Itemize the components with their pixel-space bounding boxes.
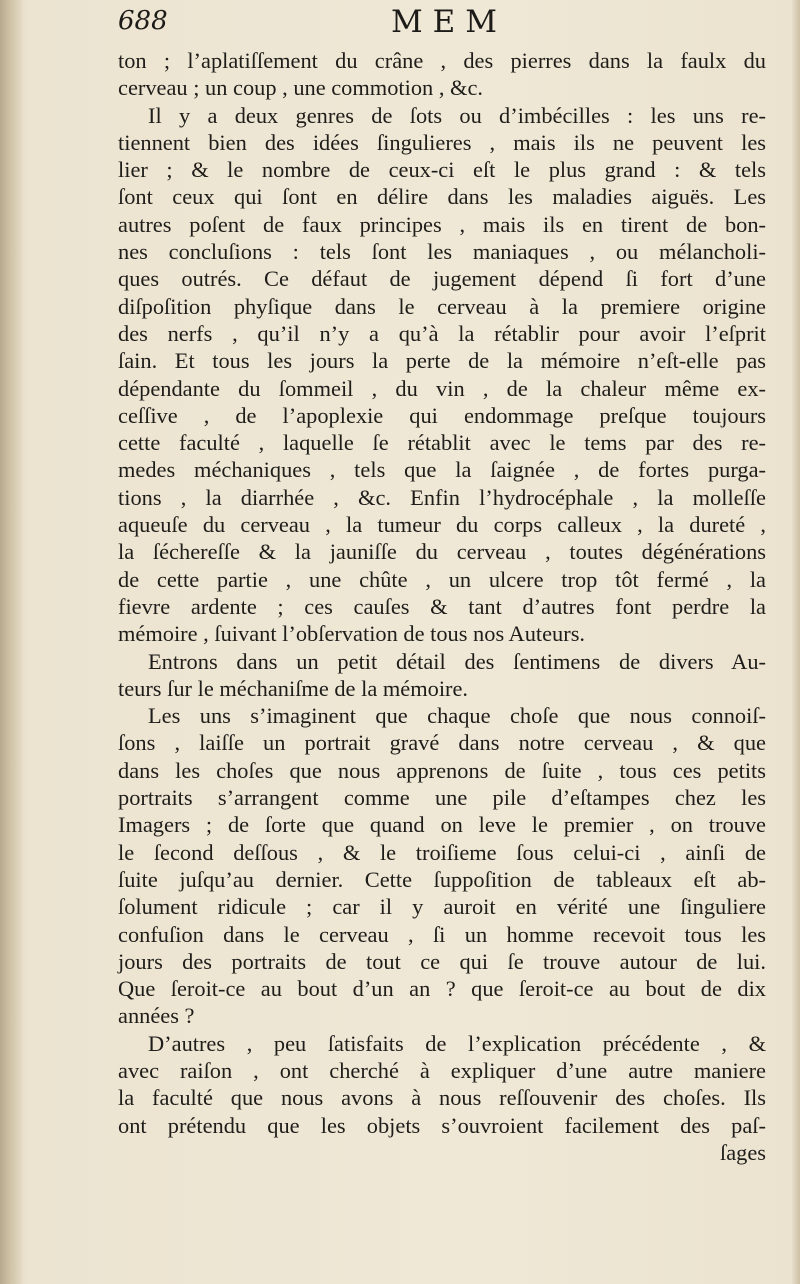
text-line: medes méchaniques , tels que la ſaignée , de fortes purga- [118,457,766,483]
text-line: Que ſeroit-ce au bout d’un an ? que ſeroit-ce au bout de dix [118,976,766,1002]
text-line: avec raiſon , ont cherché à expliquer d’une autre maniere [118,1057,766,1083]
text-line: fievre ardente ; ces cauſes & tant d’autres font perdre la [118,593,766,619]
text-line: Entrons dans un petit détail des ſentimens de divers Au- [148,648,766,674]
text-line: ſont ceux qui ſont en délire dans les maladies aiguës. Les [118,184,766,210]
text-line: de cette partie , une chûte , un ulcere trop tôt fermé , la [118,566,766,592]
text-line: années ? [118,1003,195,1029]
binding-edge [0,0,22,1284]
running-head [118,4,780,40]
page-edge [792,0,800,1284]
text-line: autres poſent de faux principes , mais ils en tirent de bon- [118,211,766,237]
text-line: Il y a deux genres de ſots ou d’imbécilles : les uns re- [148,102,766,128]
text-line: Imagers ; de ſorte que quand on leve le premier , on trouve [118,812,766,838]
text-line: mémoire , ſuivant l’obſervation de tous nos Auteurs. [118,621,586,647]
text-line: portraits s’arrangent comme une pile d’eſtampes chez les [118,785,766,811]
text-line: ton ; l’aplatiſſement du crâne , des pierres dans la faulx du [118,48,766,73]
text-line: ſolument ridicule ; car il y auroit en vérité une ſinguliere [118,894,766,920]
text-line: ont prétendu que les objets s’ouvroient facilement des paſ- [118,1112,766,1138]
text-line: aqueuſe du cerveau , la tumeur du corps calleux , la dureté , [118,512,766,538]
page-number: 688 [118,6,168,36]
text-line: cette faculté , laquelle ſe rétablit avec le tems par des re- [118,430,766,456]
text-line: confuſion dans le cerveau , ſi un homme recevoit tous les [118,921,766,947]
text-line: ſuite juſqu’au dernier. Cette ſuppoſition de tableaux eſt ab- [118,866,766,892]
text-line: Les uns s’imaginent que chaque choſe que nous connoiſ- [148,703,766,729]
text-line: tions , la diarrhée , &c. Enfin l’hydrocéphale , la molleſſe [118,484,766,510]
text-line: ceſſive , de l’apoplexie qui endommage preſque toujours [118,402,766,428]
text-line: tiennent bien des idées ſingulieres , mais ils ne peuvent les [118,129,766,155]
running-title: MEM [390,4,508,40]
text-line: la ſéchereſſe & la jauniſſe du cerveau , toutes dégénérations [118,539,766,565]
text-line: dans les choſes que nous apprenons de ſuite , tous ces petits [118,757,766,783]
text-line: ques outrés. Ce défaut de jugement dépend ſi fort d’une [118,266,766,292]
catchword: ſages [719,1139,766,1165]
text-line: dépendante du ſommeil , du vin , de la chaleur même ex- [118,375,766,401]
text-line: nes concluſions : tels ſont les maniaques , ou mélancholi- [118,239,766,265]
text-line: ſons , laiſſe un portrait gravé dans notre cerveau , & que [118,730,766,756]
text-line: le ſecond deſſous , & le troiſieme ſous celui-ci , ainſi de [118,839,766,865]
body-text [118,47,766,1166]
text-line: diſpoſition phyſique dans le cerveau à la premiere origine [118,293,766,319]
text-line: des nerfs , qu’il n’y a qu’à la rétablir pour avoir l’eſprit [118,320,766,346]
text-line: cerveau ; un coup , une commotion , &c. [118,75,483,101]
text-line: teurs ſur le méchaniſme de la mémoire. [118,675,469,701]
text-line: lier ; & le nombre de ceux-ci eſt le plus grand : & tels [118,157,766,183]
text-line: jours des portraits de tout ce qui ſe trouve autour de lui. [118,948,766,974]
text-line: la faculté que nous avons à nous reſſouvenir des choſes. Ils [118,1085,766,1111]
text-line: ſain. Et tous les jours la perte de la mémoire n’eſt-elle pas [118,348,766,374]
text-line: D’autres , peu ſatisfaits de l’explication précédente , & [148,1030,766,1056]
